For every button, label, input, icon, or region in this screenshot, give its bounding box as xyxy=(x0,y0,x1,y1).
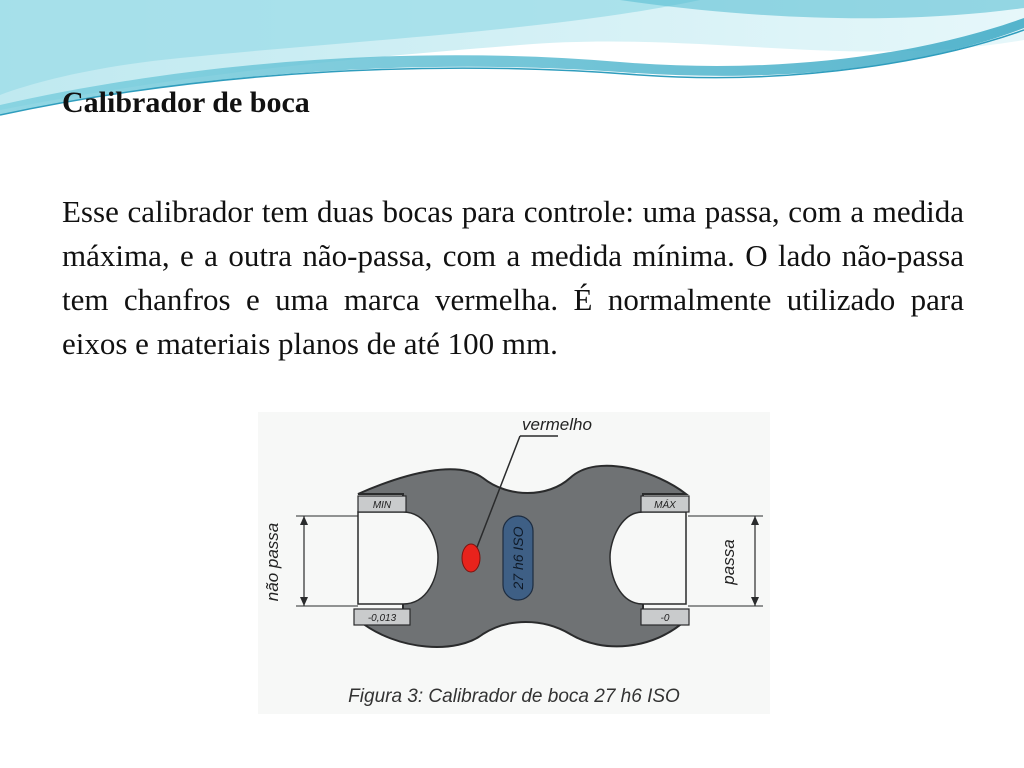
figure-caption: Figura 3: Calibrador de boca 27 h6 ISO xyxy=(348,686,680,707)
passa-jaw xyxy=(610,512,686,604)
slide-title: Calibrador de boca xyxy=(62,86,310,119)
red-mark xyxy=(462,544,480,572)
vermelho-label: vermelho xyxy=(522,415,592,434)
plate-max-tolerance-label: -0 xyxy=(660,613,670,624)
nao-passa-jaw xyxy=(358,512,438,604)
passa-label: passa xyxy=(719,539,738,585)
gauge-figure xyxy=(258,412,770,714)
slide-body-text: Esse calibrador tem duas bocas para controle: uma passa, com a medida máxima, e a outra não-passa, com a medida mínima. O lado não-passa tem chanfros e uma marca vermelha. É normalmente utilizado para eixos e materiais planos de até 100 mm. xyxy=(62,194,964,361)
plate-max-label: MÁX xyxy=(654,500,676,511)
gauge-illustration xyxy=(258,412,770,714)
plate-min-label: MIN xyxy=(372,500,392,511)
plate-min-tolerance-label: -0,013 xyxy=(367,613,397,624)
nao-passa-label: não passa xyxy=(263,522,282,602)
center-marking-label: 27 h6 ISO xyxy=(510,526,526,590)
